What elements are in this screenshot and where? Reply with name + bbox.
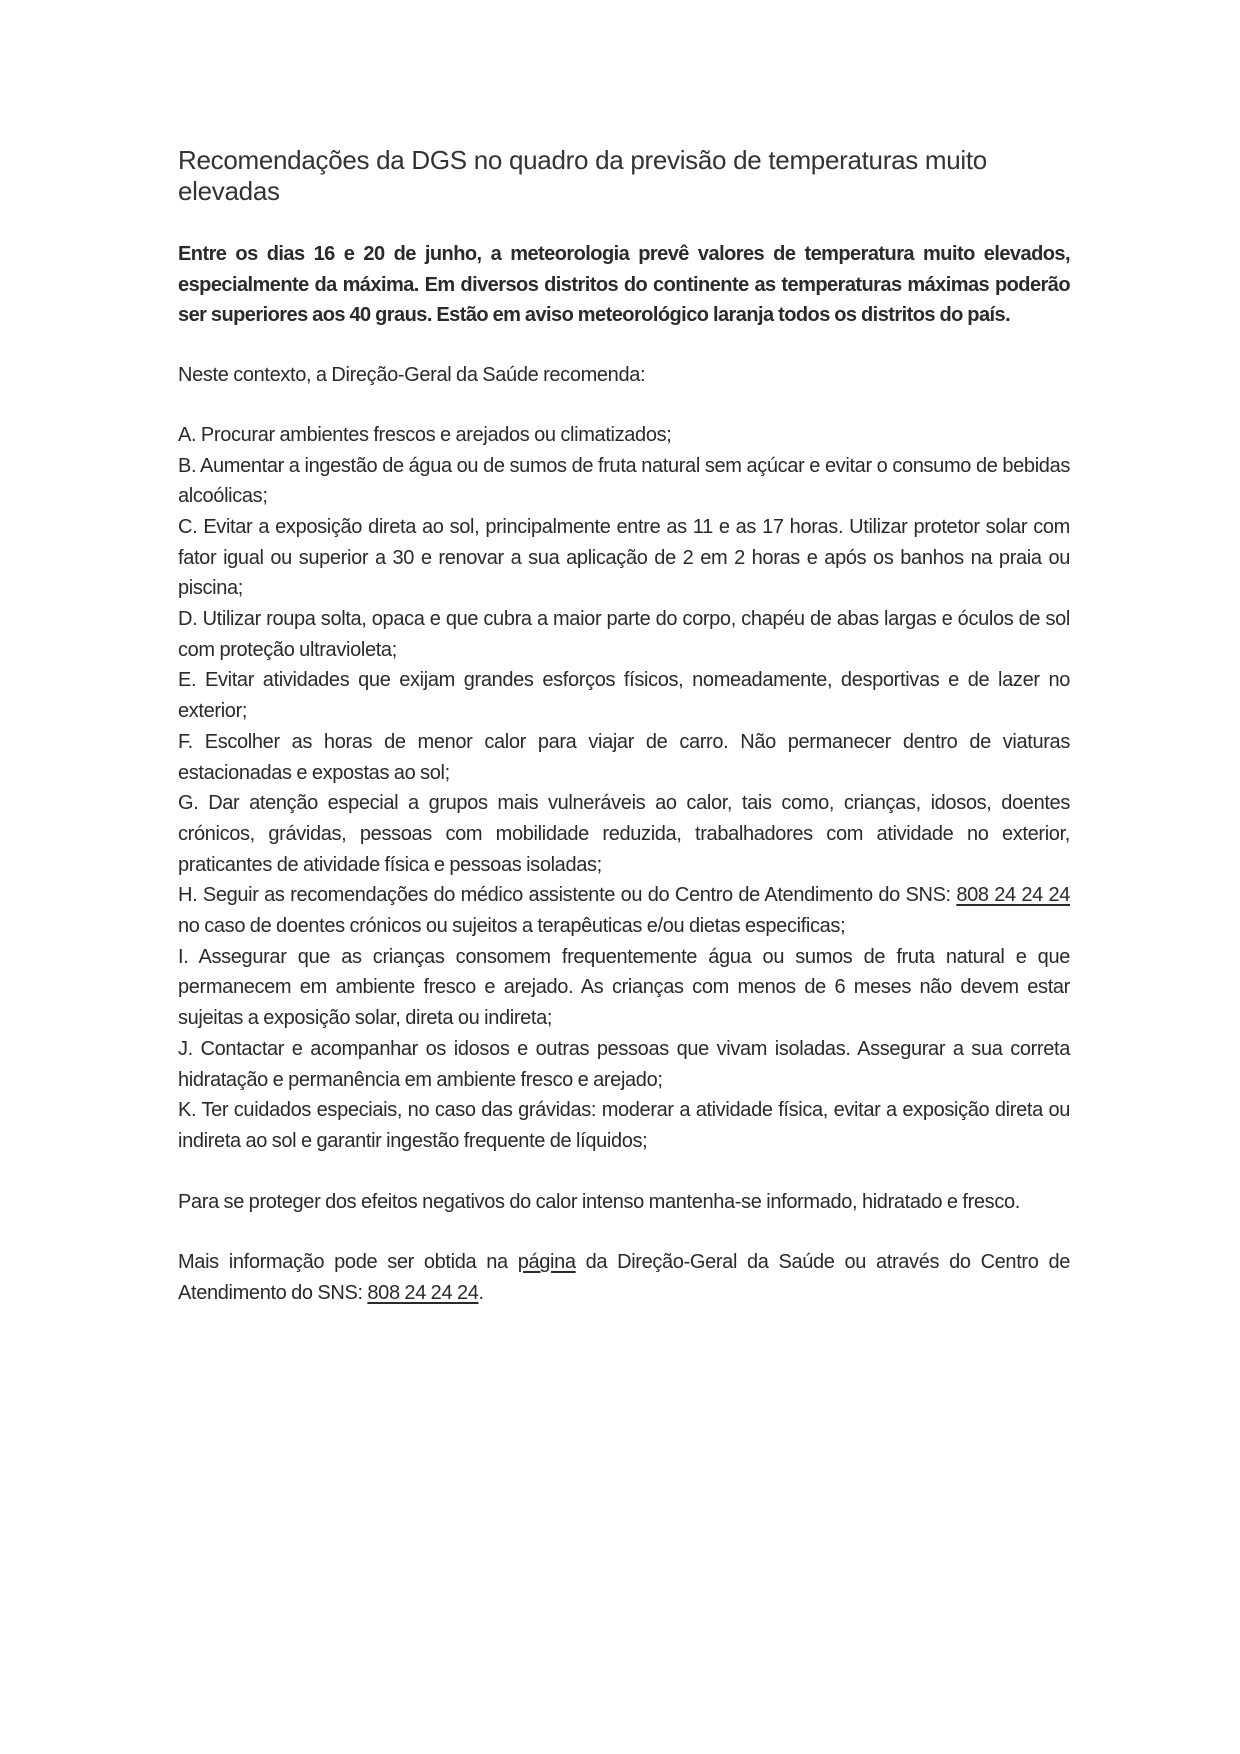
more-info-text-middle: da Direção-Geral da Saúde ou através do Centro de Atendimento do SNS: — [178, 1251, 1070, 1305]
sns-phone-link[interactable]: 808 24 24 24 — [956, 884, 1071, 907]
document-title: Recomendações da DGS no quadro da previsão de temperaturas muito elevadas — [178, 145, 987, 206]
recommendation-k: K. Ter cuidados especiais, no caso das grávidas: moderar a atividade física, evitar a exposição direta ou indireta ao sol e garantir ingestão frequente de líquidos; — [178, 1099, 1070, 1152]
recommendation-h-text-after: no caso de doentes crónicos ou sujeitos a terapêuticas e/ou dietas especificas; — [178, 915, 846, 938]
dgs-page-link[interactable]: página — [517, 1251, 576, 1274]
recommendation-h-text-before: H. Seguir as recomendações do médico assistente ou do Centro de Atendimento do SNS: — [178, 884, 957, 907]
recommendation-e: E. Evitar atividades que exijam grandes esforços físicos, nomeadamente, desportivas e de lazer no exterior; — [178, 669, 1070, 723]
recommendation-g: G. Dar atenção especial a grupos mais vulneráveis ao calor, tais como, crianças, idosos, doentes crónicos, grávidas, pessoas com mobilidade reduzida, trabalhadores com atividade no exterior, praticantes de atividade física e pessoas isoladas; — [178, 792, 1070, 876]
recommendation-b: B. Aumentar a ingestão de água ou de sumos de fruta natural sem açúcar e evitar o consumo de bebidas alcoólicas; — [178, 454, 1070, 508]
intro-paragraph: Neste contexto, a Direção-Geral da Saúde recomenda: — [178, 364, 646, 387]
more-info-text-before: Mais informação pode ser obtida na — [178, 1251, 518, 1274]
recommendation-i: I. Assegurar que as crianças consomem frequentemente água ou sumos de fruta natural e que permanecem em ambiente fresco e arejado. As crianças com menos de 6 meses não devem estar sujeitas a exposição solar, direta ou indireta; — [178, 945, 1070, 1030]
recommendation-c: C. Evitar a exposição direta ao sol, principalmente entre as 11 e as 17 horas. Utilizar protetor solar com fator igual ou superior a 30 e renovar a sua aplicação de 2 em 2 horas e após os banhos na praia ou piscina; — [178, 515, 1070, 600]
more-info-text-after: . — [478, 1282, 484, 1305]
document-content — [178, 145, 1070, 1309]
sns-phone-link-footer[interactable]: 808 24 24 24 — [367, 1282, 479, 1305]
recommendation-f: F. Escolher as horas de menor calor para viajar de carro. Não permanecer dentro de viaturas estacionadas e expostas ao sol; — [178, 730, 1070, 784]
recommendations-list — [178, 420, 1070, 1157]
recommendation-h — [178, 880, 1070, 941]
recommendation-a: A. Procurar ambientes frescos e arejados ou climatizados; — [178, 423, 672, 446]
recommendation-j: J. Contactar e acompanhar os idosos e outras pessoas que vivam isoladas. Assegurar a sua correta hidratação e permanência em ambiente fresco e arejado; — [178, 1037, 1070, 1091]
more-info-paragraph — [178, 1247, 1070, 1308]
recommendation-d: D. Utilizar roupa solta, opaca e que cubra a maior parte do corpo, chapéu de abas largas e óculos de sol com proteção ultravioleta; — [178, 608, 1070, 661]
closing-paragraph: Para se proteger dos efeitos negativos do calor intenso mantenha-se informado, hidratado e fresco. — [178, 1190, 1020, 1213]
lead-paragraph: Entre os dias 16 e 20 de junho, a meteorologia prevê valores de temperatura muito elevados, especialmente da máxima. Em diversos distritos do continente as temperaturas máximas poderão ser superiores aos 40 graus. Estão em aviso meteorológico laranja todos os distritos do país. — [178, 243, 1070, 327]
